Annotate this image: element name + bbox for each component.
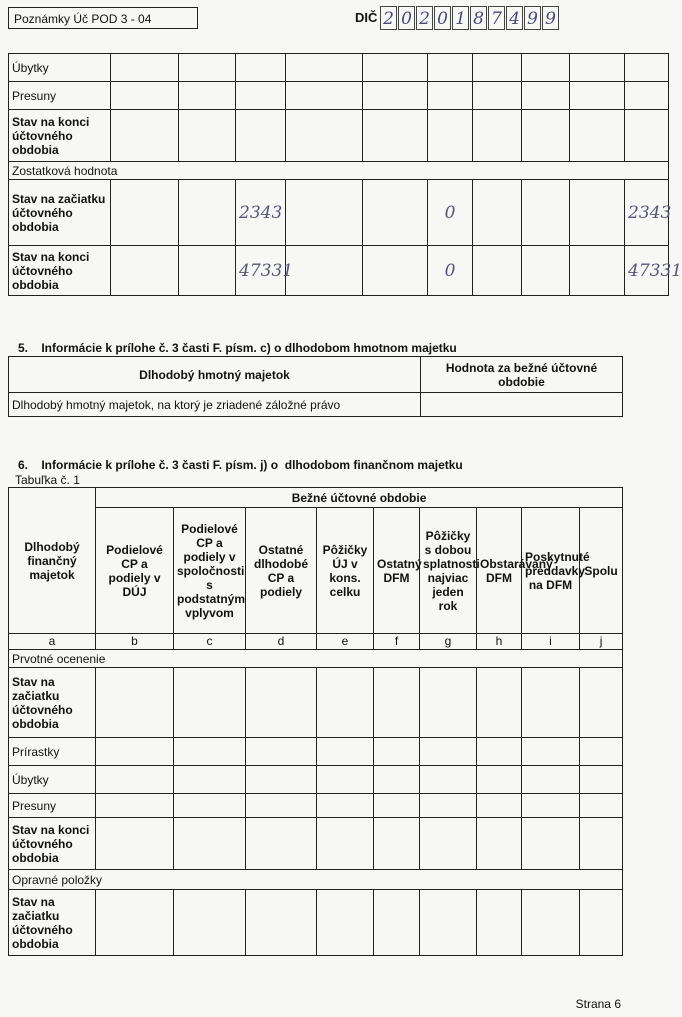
table-cell [522, 110, 570, 162]
table-row [9, 738, 623, 766]
table-cell [174, 668, 246, 738]
table-cell [174, 766, 246, 794]
table-cell [286, 180, 363, 246]
table-cell: 47331 [625, 246, 669, 296]
table-cell [174, 890, 246, 956]
s6-col-letter: d [246, 634, 317, 650]
table-cell [236, 110, 286, 162]
table-cell [374, 766, 420, 794]
s6-col-header: Podielové CP a podiely v spoločnosti s podstatným vplyvom [174, 508, 246, 634]
table-cell [286, 246, 363, 296]
table-cell [473, 54, 522, 82]
table-cell [420, 766, 477, 794]
s6-col-letter: b [96, 634, 174, 650]
s6-col-letter: a [9, 634, 96, 650]
table-cell [522, 668, 580, 738]
row-label: Presuny [9, 82, 111, 110]
table-cell [111, 82, 179, 110]
section5-title: 5. Informácie k prílohe č. 3 časti F. písm. c) o dlhodobom hmotnom majetku [18, 341, 457, 355]
table-cell [317, 766, 374, 794]
dic-digit: 1 [452, 6, 469, 30]
row-label: Presuny [9, 794, 96, 818]
table-cell [179, 82, 236, 110]
table-cell [236, 54, 286, 82]
dic-digit: 2 [380, 6, 397, 30]
table-cell [246, 818, 317, 870]
table-cell [246, 766, 317, 794]
table-row [9, 82, 669, 110]
row-label: Prvotné ocenenie [9, 650, 623, 668]
table-row [9, 890, 623, 956]
table-cell [286, 82, 363, 110]
table-cell [317, 818, 374, 870]
table-cell [522, 766, 580, 794]
s6-col-letter: g [420, 634, 477, 650]
table-cell [246, 890, 317, 956]
dic-digit: 9 [524, 6, 541, 30]
section6-title: 6. Informácie k prílohe č. 3 časti F. písm. j) o dlhodobom finančnom majetku [18, 458, 463, 472]
table-cell [477, 738, 522, 766]
row-label: Stav na začiatku účtovného obdobia [9, 890, 96, 956]
dic-field [380, 6, 560, 30]
table-row [9, 180, 669, 246]
s6-col-header: Spolu [580, 508, 623, 634]
table-cell [570, 110, 625, 162]
table-row [9, 650, 623, 668]
form-label: Poznámky Úč POD 3 - 04 [8, 7, 198, 29]
page-number: Strana 6 [575, 997, 621, 1011]
s6-col-header: Ostatné dlhodobé CP a podiely [246, 508, 317, 634]
table-cell [111, 246, 179, 296]
table-cell [111, 110, 179, 162]
table-cell [428, 110, 473, 162]
table-cell [570, 82, 625, 110]
table-cell [477, 818, 522, 870]
s5-header-2: Hodnota za bežné účtovné obdobie [421, 357, 623, 393]
dic-digit: 0 [434, 6, 451, 30]
table-cell [477, 668, 522, 738]
s6-first-col-header: Dlhodobý finančný majetok [9, 488, 96, 634]
table-cell [96, 794, 174, 818]
table-cell [363, 110, 428, 162]
table-row [9, 668, 623, 738]
table-cell [580, 794, 623, 818]
table-cell [428, 54, 473, 82]
dic-digit: 0 [398, 6, 415, 30]
table-cell [477, 890, 522, 956]
row-label: Stav na konci účtovného obdobia [9, 110, 111, 162]
table-cell: 2343 [625, 180, 669, 246]
s6-group-header: Bežné účtovné obdobie [96, 488, 623, 508]
table-cell [179, 246, 236, 296]
table-cell [363, 180, 428, 246]
table-cell [174, 738, 246, 766]
s6-col-header: Pôžičky ÚJ v kons. celku [317, 508, 374, 634]
table-cell [363, 246, 428, 296]
row-label: Stav na konci účtovného obdobia [9, 246, 111, 296]
table-cell [374, 738, 420, 766]
table-cell [111, 54, 179, 82]
table-cell: 2343 [236, 180, 286, 246]
table-row [9, 246, 669, 296]
table-cell [420, 738, 477, 766]
dic-digit: 2 [416, 6, 433, 30]
table-cell [580, 738, 623, 766]
s6-col-letter: f [374, 634, 420, 650]
s6-col-letter: h [477, 634, 522, 650]
table-cell [374, 890, 420, 956]
dic-digit: 8 [470, 6, 487, 30]
table-cell [179, 54, 236, 82]
row-label: Stav na začiatku účtovného obdobia [9, 668, 96, 738]
table-cell [522, 794, 580, 818]
table-cell [420, 818, 477, 870]
table-cell [428, 82, 473, 110]
table-cell [246, 738, 317, 766]
table-cell [473, 246, 522, 296]
table-cell: 47331 [236, 246, 286, 296]
table-cell [522, 180, 570, 246]
table-row [9, 794, 623, 818]
dic-label: DIČ [355, 10, 378, 25]
table-cell [96, 766, 174, 794]
table-cell [317, 738, 374, 766]
section6-table [8, 487, 623, 956]
s6-col-header: Pôžičky s dobou splatnosti najviac jeden rok [420, 508, 477, 634]
table-cell [522, 738, 580, 766]
table-cell [179, 110, 236, 162]
table-cell [473, 180, 522, 246]
section6-subtitle: Tabuľka č. 1 [15, 473, 80, 487]
table-cell [317, 668, 374, 738]
table-cell [580, 766, 623, 794]
table-cell [246, 668, 317, 738]
table-cell [111, 180, 179, 246]
s6-col-header: Obstarávaný DFM [477, 508, 522, 634]
row-label: Úbytky [9, 766, 96, 794]
table-cell [522, 246, 570, 296]
table-cell [580, 818, 623, 870]
s5-row-label: Dlhodobý hmotný majetok, na ktorý je zriadené záložné právo [9, 393, 421, 417]
table-cell [246, 794, 317, 818]
row-label: Stav na konci účtovného obdobia [9, 818, 96, 870]
table-cell: 0 [428, 180, 473, 246]
table-cell [473, 110, 522, 162]
table-cell [174, 794, 246, 818]
s6-col-header: Poskytnuté preddavky na DFM [522, 508, 580, 634]
table-cell [363, 82, 428, 110]
table-cell [286, 110, 363, 162]
table-cell [363, 54, 428, 82]
table-row [9, 54, 669, 82]
table-cell [580, 668, 623, 738]
table-cell [477, 794, 522, 818]
table-cell [522, 818, 580, 870]
row-label: Úbytky [9, 54, 111, 82]
table-cell [522, 54, 570, 82]
table-row [9, 110, 669, 162]
table-cell [96, 738, 174, 766]
s5-row-value [421, 393, 623, 417]
table-cell [625, 82, 669, 110]
table-cell [625, 54, 669, 82]
row-label: Opravné položky [9, 870, 623, 890]
table-cell [420, 794, 477, 818]
table-cell: 0 [428, 246, 473, 296]
table-cell [570, 54, 625, 82]
table-cell [286, 54, 363, 82]
table-cell [570, 180, 625, 246]
row-label: Zostatková hodnota [9, 162, 669, 180]
s6-col-letter: j [580, 634, 623, 650]
s6-col-letter: i [522, 634, 580, 650]
table-cell [96, 668, 174, 738]
table-row [9, 766, 623, 794]
row-label: Prírastky [9, 738, 96, 766]
s6-col-header: Ostatný DFM [374, 508, 420, 634]
dic-digit: 4 [506, 6, 523, 30]
s6-col-letter: e [317, 634, 374, 650]
table-cell [570, 246, 625, 296]
table-row [9, 870, 623, 890]
table-cell [96, 818, 174, 870]
table-row [9, 162, 669, 180]
table-cell [174, 818, 246, 870]
dic-digit: 7 [488, 6, 505, 30]
table-cell [473, 82, 522, 110]
table-cell [236, 82, 286, 110]
table-cell [522, 82, 570, 110]
top-table [8, 53, 682, 296]
table-cell [96, 890, 174, 956]
table-row [9, 818, 623, 870]
table-cell [317, 794, 374, 818]
table-cell [374, 818, 420, 870]
table-cell [374, 794, 420, 818]
dic-digit: 9 [542, 6, 559, 30]
row-label: Stav na začiatku účtovného obdobia [9, 180, 111, 246]
table-cell [625, 110, 669, 162]
table-cell [179, 180, 236, 246]
table-cell [317, 890, 374, 956]
table-cell [420, 668, 477, 738]
table-cell [580, 890, 623, 956]
section5-table [8, 356, 623, 417]
s6-col-header: Podielové CP a podiely v DÚJ [96, 508, 174, 634]
table-cell [477, 766, 522, 794]
s6-col-letter: c [174, 634, 246, 650]
table-cell [522, 890, 580, 956]
table-cell [420, 890, 477, 956]
s5-header-1: Dlhodobý hmotný majetok [9, 357, 421, 393]
table-cell [374, 668, 420, 738]
